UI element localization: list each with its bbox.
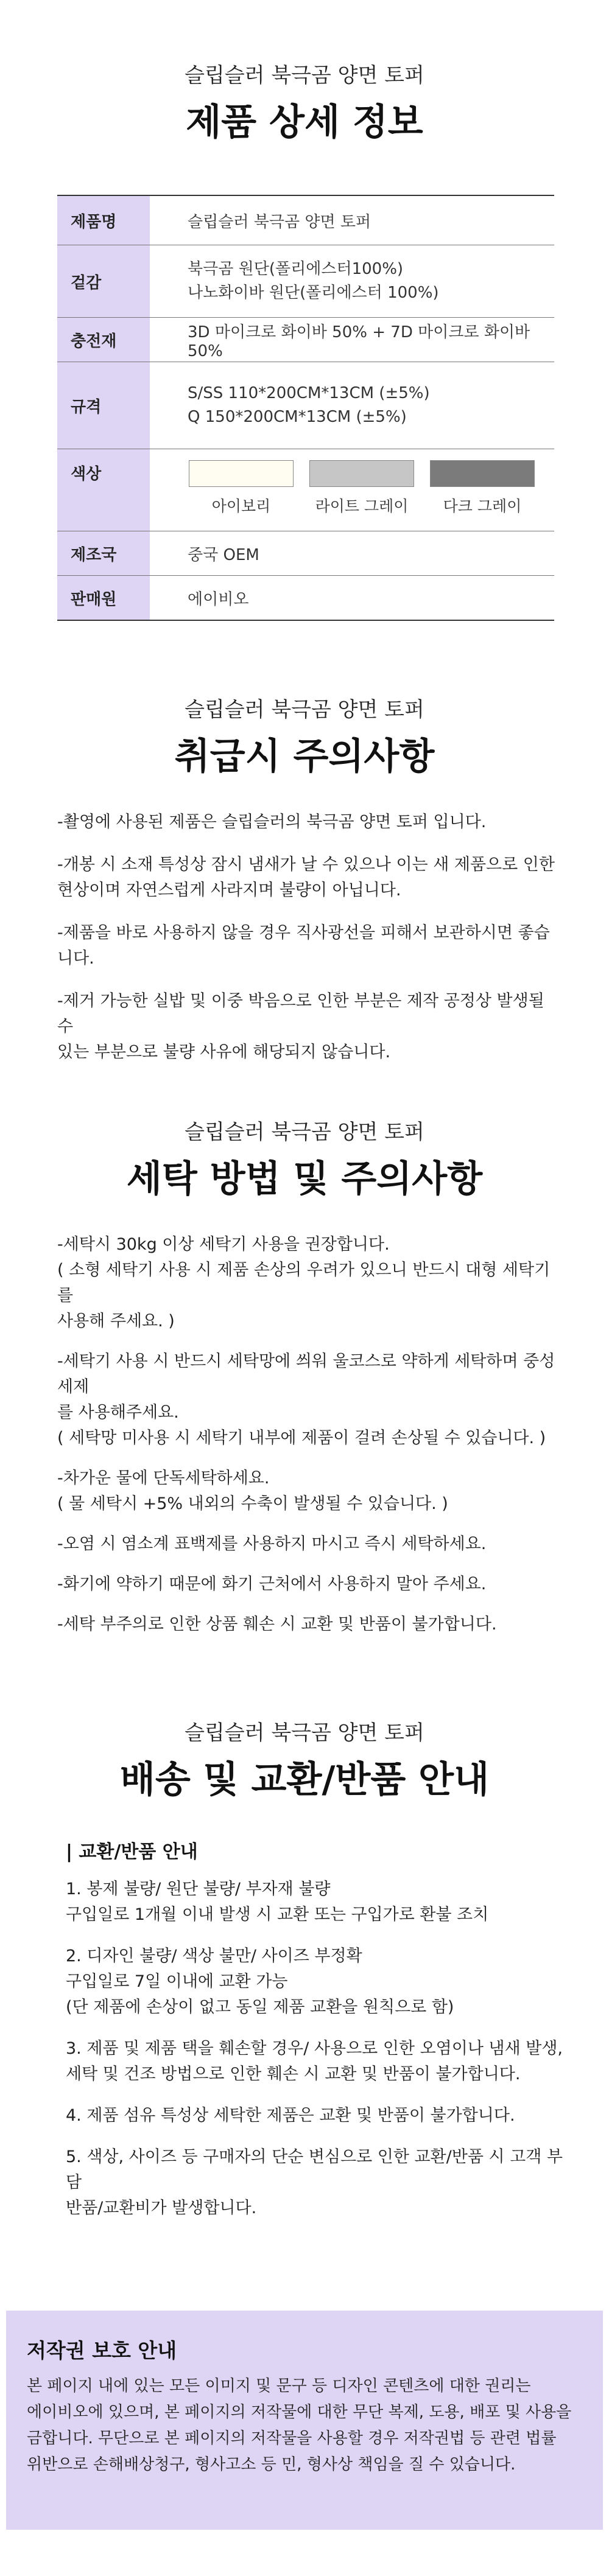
list-item-line: 3. 제품 및 제품 택을 훼손할 경우/ 사용으로 인한 오염이나 냄새 발생, bbox=[66, 2039, 563, 2058]
handling-list bbox=[57, 810, 563, 1065]
list-item-line: -세탁기 사용 시 반드시 세탁망에 씌워 울코스로 약하게 세탁하며 중성세제 bbox=[57, 1352, 555, 1396]
list-item bbox=[57, 989, 563, 1065]
list-item bbox=[57, 1349, 563, 1451]
list-item bbox=[57, 810, 563, 835]
spec-value: 에이비오 bbox=[188, 590, 249, 609]
spec-row-seller bbox=[57, 576, 554, 621]
list-item-line: 4. 제품 섬유 특성상 세탁한 제품은 교환 및 반품이 불가합니다. bbox=[66, 2106, 515, 2125]
spec-value: 3D 마이크로 화이바 50% + 7D 마이크로 화이바 50% bbox=[188, 323, 530, 360]
spec-key: 규격 bbox=[57, 362, 150, 449]
copyright-title: 저작권 보호 안내 bbox=[27, 2339, 177, 2362]
spec-row-fabric bbox=[57, 245, 554, 318]
handling-section bbox=[0, 698, 609, 1062]
list-item bbox=[66, 2036, 565, 2087]
list-item bbox=[66, 2144, 565, 2221]
shipping-subtitle: 슬립슬러 북극곰 양면 토퍼 bbox=[185, 1721, 424, 1745]
list-item-line: 세탁 및 건조 방법으로 인한 훼손 시 교환 및 반품이 불가합니다. bbox=[66, 2065, 521, 2084]
list-item-line: 2. 디자인 불량/ 색상 불만/ 사이즈 부정확 bbox=[66, 1947, 362, 1965]
color-swatch-label: 라이트 그레이 bbox=[315, 497, 409, 515]
list-item bbox=[57, 1612, 563, 1637]
handling-title: 취급시 주의사항 bbox=[174, 735, 435, 778]
spec-key: 충전재 bbox=[57, 318, 150, 362]
list-item-line: 구입일로 1개월 이내 발생 시 교환 또는 구입가로 환불 조치 bbox=[66, 1905, 489, 1924]
copyright-line: 본 페이지 내에 있는 모든 이미지 및 문구 등 디자인 콘텐츠에 대한 권리는 bbox=[27, 2377, 531, 2395]
spec-value bbox=[150, 449, 554, 531]
list-item-line: -세탁시 30kg 이상 세탁기 사용을 권장합니다. bbox=[57, 1235, 390, 1254]
spec-value-line: 북극곰 원단(폴리에스터100%) bbox=[188, 260, 404, 278]
color-swatch-label: 다크 그레이 bbox=[443, 497, 522, 515]
copyright-line: 위반으로 손해배상청구, 형사고소 등 민, 형사상 책임을 질 수 있습니다. bbox=[27, 2455, 516, 2474]
list-item-line: -화기에 약하기 때문에 화기 근처에서 사용하지 말아 주세요. bbox=[57, 1575, 487, 1594]
color-option-light-gray bbox=[309, 460, 414, 516]
spec-value: 슬립슬러 북극곰 양면 토퍼 bbox=[188, 212, 371, 231]
washing-header bbox=[0, 1120, 609, 1200]
list-item-line: 5. 색상, 사이즈 등 구매자의 단순 변심으로 인한 교환/반품 시 고객 부담 bbox=[66, 2147, 563, 2192]
spec-value bbox=[150, 245, 554, 317]
copyright-line: 에이비오에 있으며, 본 페이지의 저작물에 대한 무단 복제, 도용, 배포 및 사용을 bbox=[27, 2403, 572, 2421]
list-item-line: -제거 가능한 실밥 및 이중 박음으로 인한 부분은 제작 공정상 발생될 수 bbox=[57, 992, 544, 1036]
spec-value bbox=[150, 362, 554, 449]
spec-key: 색상 bbox=[57, 449, 150, 531]
detail-title: 제품 상세 정보 bbox=[186, 100, 423, 144]
detail-header bbox=[0, 63, 609, 144]
color-option-dark-gray bbox=[430, 460, 535, 516]
handling-subtitle: 슬립슬러 북극곰 양면 토퍼 bbox=[185, 698, 424, 722]
exchange-heading: | 교환/반품 안내 bbox=[66, 1841, 198, 1863]
shipping-section bbox=[0, 1721, 609, 2217]
list-item-line: -오염 시 염소계 표백제를 사용하지 마시고 즉시 세탁하세요. bbox=[57, 1535, 487, 1553]
list-item bbox=[57, 920, 563, 971]
spec-value-line: S/SS 110*200CM*13CM (±5%) bbox=[188, 384, 430, 402]
list-item-line: 를 사용해주세요. bbox=[57, 1403, 179, 1422]
list-item bbox=[57, 1531, 563, 1557]
shipping-list bbox=[66, 1836, 565, 2221]
list-item-line: -차가운 물에 단독세탁하세요. bbox=[57, 1469, 270, 1488]
shipping-title: 배송 및 교환/반품 안내 bbox=[119, 1758, 490, 1801]
color-option-ivory bbox=[189, 460, 294, 516]
washing-section bbox=[0, 1120, 609, 1634]
list-item bbox=[66, 2103, 565, 2129]
list-item bbox=[57, 1572, 563, 1597]
color-swatch bbox=[309, 460, 414, 487]
list-item-line: 1. 봉제 불량/ 원단 불량/ 부자재 불량 bbox=[66, 1880, 331, 1899]
list-item-line: -세탁 부주의로 인한 상품 훼손 시 교환 및 반품이 불가합니다. bbox=[57, 1615, 497, 1634]
shipping-header bbox=[0, 1721, 609, 1801]
copyright-notice bbox=[6, 2311, 603, 2530]
list-item-line: -개봉 시 소재 특성상 잠시 냄새가 날 수 있으나 이는 새 제품으로 인한 bbox=[57, 855, 555, 874]
list-item-line: ( 세탁망 미사용 시 세탁기 내부에 제품이 걸려 손상될 수 있습니다. ) bbox=[57, 1429, 546, 1447]
list-item bbox=[57, 1232, 563, 1334]
list-item-line: ( 소형 세탁기 사용 시 제품 손상의 우려가 있으니 반드시 대형 세탁기를 bbox=[57, 1261, 551, 1305]
list-item-line: 구입일로 7일 이내에 교환 가능 bbox=[66, 1972, 288, 1991]
spec-row-origin bbox=[57, 531, 554, 576]
spec-key: 판매원 bbox=[57, 576, 150, 620]
list-item-line: 반품/교환비가 발생합니다. bbox=[66, 2199, 257, 2217]
handling-header bbox=[0, 698, 609, 778]
spec-key: 제조국 bbox=[57, 531, 150, 575]
color-swatch bbox=[189, 460, 294, 487]
list-item-line: -제품을 바로 사용하지 않을 경우 직사광선을 피해서 보관하시면 좋습니다. bbox=[57, 923, 550, 968]
detail-subtitle: 슬립슬러 북극곰 양면 토퍼 bbox=[185, 63, 424, 88]
spec-value: 중국 OEM bbox=[188, 545, 259, 564]
copyright-line: 금합니다. 무단으로 본 페이지의 저작물을 사용할 경우 저작권법 등 관련 법률 bbox=[27, 2429, 557, 2448]
list-item-line: 사용해 주세요. ) bbox=[57, 1312, 175, 1331]
washing-subtitle: 슬립슬러 북극곰 양면 토퍼 bbox=[185, 1120, 424, 1144]
list-item bbox=[66, 1944, 565, 2020]
washing-list bbox=[57, 1232, 563, 1637]
spec-row-name bbox=[57, 196, 554, 245]
list-item bbox=[66, 1877, 565, 1928]
spec-row-filling bbox=[57, 318, 554, 362]
color-swatch-label: 아이보리 bbox=[211, 497, 271, 515]
list-item-line: 현상이며 자연스럽게 사라지며 불량이 아닙니다. bbox=[57, 881, 401, 900]
spec-row-size bbox=[57, 362, 554, 449]
color-swatches bbox=[189, 449, 554, 516]
list-item-line: -촬영에 사용된 제품은 슬립슬러의 북극곰 양면 토퍼 입니다. bbox=[57, 813, 487, 831]
list-item bbox=[57, 1466, 563, 1517]
spec-value-line: 나노화이바 원단(폴리에스터 100%) bbox=[188, 284, 439, 302]
washing-title: 세탁 방법 및 주의사항 bbox=[126, 1157, 483, 1200]
spec-value-line: Q 150*200CM*13CM (±5%) bbox=[188, 408, 407, 426]
product-detail-section bbox=[0, 63, 609, 609]
spec-row-color bbox=[57, 449, 554, 531]
spec-table bbox=[57, 195, 554, 621]
spec-key: 겉감 bbox=[57, 245, 150, 317]
list-item-line: ( 물 세탁시 +5% 내외의 수축이 발생될 수 있습니다. ) bbox=[57, 1494, 448, 1513]
list-item bbox=[57, 852, 563, 903]
list-item-line: 있는 부분으로 불량 사유에 해당되지 않습니다. bbox=[57, 1043, 391, 1062]
color-swatch bbox=[430, 460, 535, 487]
list-item-line: (단 제품에 손상이 없고 동일 제품 교환을 원칙으로 함) bbox=[66, 1998, 454, 2017]
spec-key: 제품명 bbox=[57, 196, 150, 245]
